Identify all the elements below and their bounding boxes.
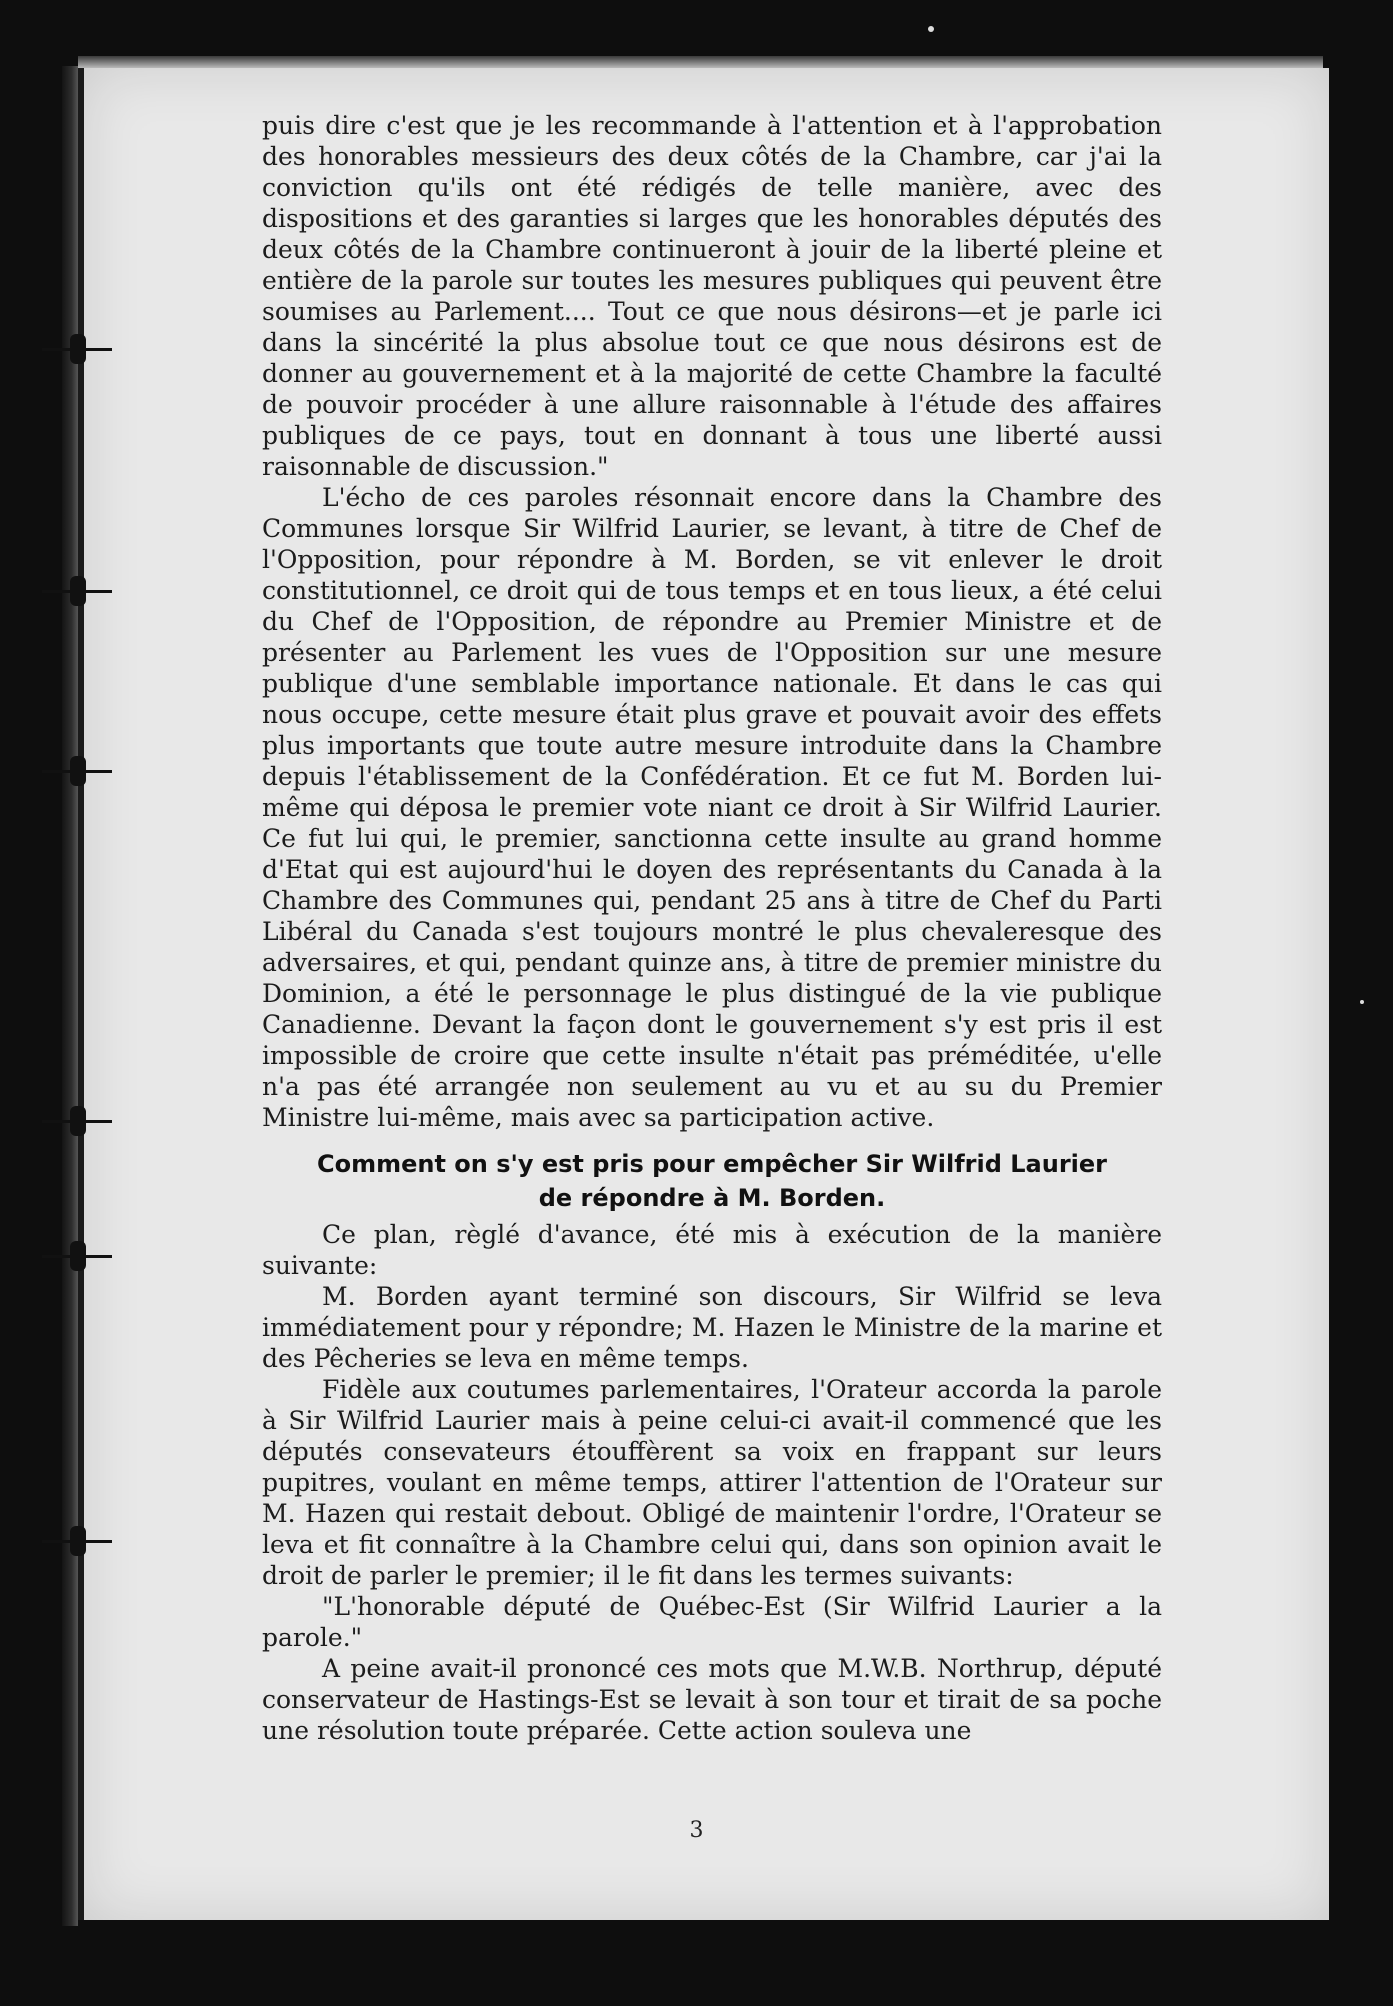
quotation: "L'honorable député de Québec-Est (Sir Wilfrid Laurier a la parole."	[262, 1592, 1162, 1652]
binding-clip	[42, 1540, 112, 1543]
paragraph: A peine avait-il prononcé ces mots que M.W.B. Northrup, député conservateur de Hastings-Est se levait à son tour et tirait de sa poche une résolution toute préparée. Cette action souleva une	[262, 1654, 1162, 1745]
binding-clip	[42, 590, 112, 593]
paragraph: puis dire c'est que je les recommande à l'attention et à l'approbation des honorables messieurs des deux côtés de la Chambre, car j'ai la conviction qu'ils ont été rédigés de telle manière, avec des dispositions et des garanties si larges que les honorables députés des deux côtés de la Chambre continueront à jouir de la liberté pleine et entière de la parole sur toutes les mesures publiques qui peuvent être soumises au Parlement.... Tout ce que nous désirons—et je parle ici dans la sincérité la plus absolue tout ce que nous désirons est de donner au gouvernement et à la majorité de cette Chambre la faculté de pouvoir procéder à une allure raisonnable à l'étude des affaires publiques de ce pays, tout en donnant à tous une liberté aussi raisonnable de discussion."	[262, 111, 1162, 481]
heading-line-2: de répondre à M. Borden.	[538, 1184, 886, 1212]
binding-clip	[42, 1120, 112, 1123]
binding-clip	[42, 348, 112, 351]
paragraph: L'écho de ces paroles résonnait encore dans la Chambre des Communes lorsque Sir Wilfrid Laurier, se levant, à titre de Chef de l'Opposition, pour répondre à M. Borden, se vit enlever le droit constitutionnel, ce droit qui de tous temps et en tous lieux, a été celui du Chef de l'Opposition, de répondre au Premier Ministre et de présenter au Parlement les vues de l'Opposition sur une mesure publique d'une semblable importance nationale. Et dans le cas qui nous occupe, cette mesure était plus grave et pouvait avoir des effets plus importants que toute autre mesure introduite dans la Chambre depuis l'établissement de la Confédération. Et ce fut M. Borden lui-même qui déposa le premier vote niant ce droit à Sir Wilfrid Laurier. Ce fut lui qui, le premier, sanctionna cette insulte au grand homme d'Etat qui est aujourd'hui le doyen des représentants du Canada à la Chambre des Communes qui, pendant 25 ans à titre de Chef du Parti Libéral du Canada s'est toujours montré le plus chevaleresque des adversaires, et qui, pendant quinze ans, à titre de premier ministre du Dominion, a été le personnage le plus distingué de la vie publique Canadienne. Devant la façon dont le gouvernement s'y est pris il est impossible de croire que cette insulte n'était pas préméditée, u'elle n'a pas été arrangée non seulement au vu et au su du Premier Ministre lui-même, mais avec sa participation active.	[262, 483, 1162, 1132]
section-heading	[262, 1147, 1162, 1215]
paragraph: M. Borden ayant terminé son discours, Sir Wilfrid se leva immédiatement pour y répondre; M. Hazen le Ministre de la marine et des Pêcheries se leva en même temps.	[262, 1282, 1162, 1373]
scan-speck	[1360, 1000, 1364, 1004]
binding-clip	[42, 1255, 112, 1258]
page-number: 3	[689, 1818, 704, 1843]
paragraph: Fidèle aux coutumes parlementaires, l'Orateur accorda la parole à Sir Wilfrid Laurier mais à peine celui-ci avait-il commencé que les députés consevateurs étouffèrent sa voix en frappant sur leurs pupitres, voulant en même temps, attirer l'attention de l'Orateur sur M. Hazen qui restait debout. Obligé de maintenir l'ordre, l'Orateur se leva et fit connaître à la Chambre celui qui, dans son opinion avait le droit de parler le premier; il le fit dans les termes suivants:	[262, 1375, 1162, 1590]
page-text	[262, 110, 1162, 1746]
heading-line-1: Comment on s'y est pris pour empêcher Sir Wilfrid Laurier	[316, 1150, 1108, 1178]
scan-speck	[928, 26, 934, 32]
paragraph: Ce plan, règlé d'avance, été mis à exécution de la manière suivante:	[262, 1220, 1162, 1280]
binding-clip	[42, 770, 112, 773]
